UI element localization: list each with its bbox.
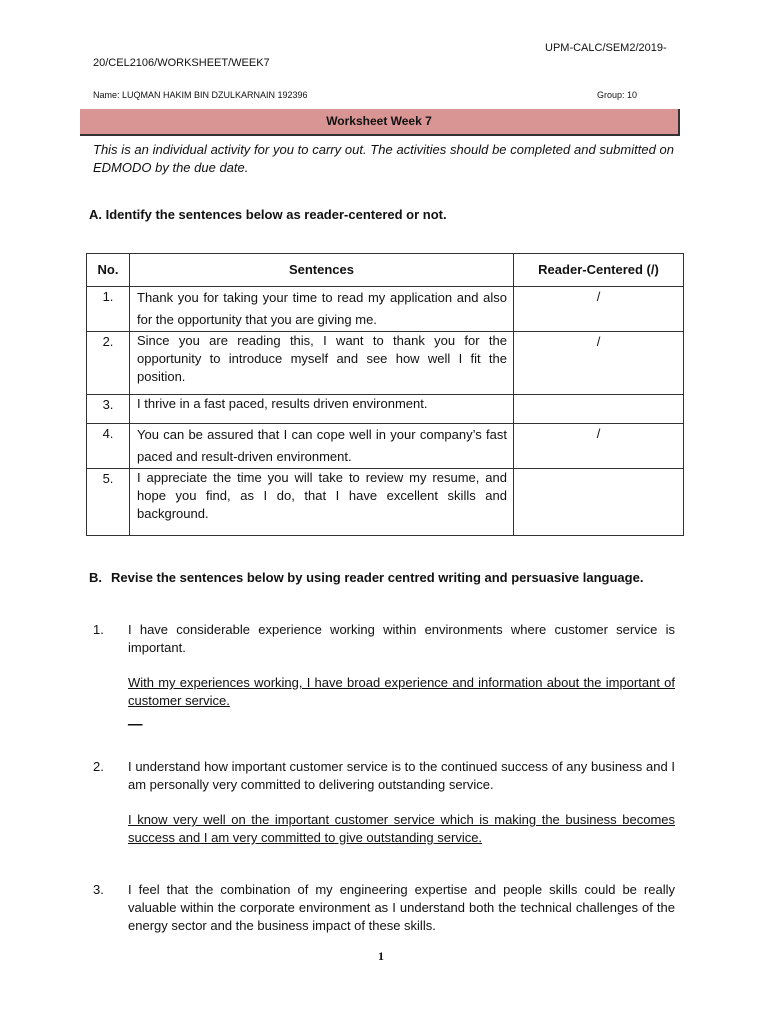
table-row: [87, 424, 684, 469]
item-number: 3.: [93, 882, 104, 897]
document-code-right: UPM-CALC/SEM2/2019-: [545, 42, 667, 54]
row-sentence: You can be assured that I can cope well in your company’s fast paced and result-driven environment.: [130, 424, 514, 469]
student-name: Name: LUQMAN HAKIM BIN DZULKARNAIN 192396: [93, 90, 308, 100]
row-mark: [514, 395, 684, 424]
col-sentences-header: Sentences: [130, 254, 514, 287]
blank-line: __: [128, 711, 143, 726]
item-number: 2.: [93, 759, 104, 774]
table-header-row: [87, 254, 684, 287]
original-sentence: I have considerable experience working within environments where customer service is important.: [128, 622, 675, 655]
section-b-label: B.: [89, 570, 102, 585]
row-sentence: Thank you for taking your time to read my application and also for the opportunity that you are giving me.: [130, 287, 514, 332]
row-number: 5.: [87, 469, 130, 536]
revision-item-2: [93, 758, 675, 847]
row-number: 4.: [87, 424, 130, 469]
revision-item-3: [93, 881, 675, 935]
row-sentence: I thrive in a fast paced, results driven environment.: [130, 395, 514, 424]
table-row: [87, 395, 684, 424]
page-number: 1: [378, 949, 384, 963]
revised-answer: I know very well on the important customer service which is making the business becomes success and I am very committed to give outstanding service.: [128, 812, 675, 845]
row-mark: /: [514, 424, 684, 469]
item-number: 1.: [93, 622, 104, 637]
section-a-title: A. Identify the sentences below as reader-centered or not.: [89, 207, 447, 222]
section-b-title: [89, 569, 649, 587]
row-number: 2.: [87, 332, 130, 395]
section-b-title-text: Revise the sentences below by using reader centred writing and persuasive language.: [111, 570, 644, 585]
reader-centered-table: [86, 253, 684, 536]
row-number: 3.: [87, 395, 130, 424]
intro-paragraph: This is an individual activity for you to carry out. The activities should be completed and submitted on EDMODO by the due date.: [93, 142, 674, 175]
col-reader-centered-header: Reader-Centered (/): [514, 254, 684, 287]
col-no-header: No.: [87, 254, 130, 287]
revised-answer: With my experiences working, I have broad experience and information about the important of customer service.: [128, 675, 675, 708]
group-number: Group: 10: [597, 90, 638, 100]
table-row: [87, 469, 684, 536]
original-sentence: I feel that the combination of my engineering expertise and people skills could be really valuable within the corporate environment as I understand both the technical challenges of the energy sector and the business impact of these skills.: [128, 882, 675, 933]
row-number: 1.: [87, 287, 130, 332]
table-row: [87, 332, 684, 395]
original-sentence: I understand how important customer service is to the continued success of any business and I am personally very committed to delivering outstanding service.: [128, 759, 675, 792]
row-mark: /: [514, 287, 684, 332]
row-mark: /: [514, 332, 684, 395]
row-sentence: I appreciate the time you will take to review my resume, and hope you find, as I do, that I have excellent skills and background.: [130, 469, 514, 536]
worksheet-title: Worksheet Week 7: [80, 109, 680, 136]
row-mark: [514, 469, 684, 536]
document-code-left: 20/CEL2106/WORKSHEET/WEEK7: [93, 57, 270, 69]
revision-item-1: [93, 621, 675, 728]
table-row: [87, 287, 684, 332]
row-sentence: Since you are reading this, I want to thank you for the opportunity to introduce myself and see how well I fit the position.: [130, 332, 514, 395]
